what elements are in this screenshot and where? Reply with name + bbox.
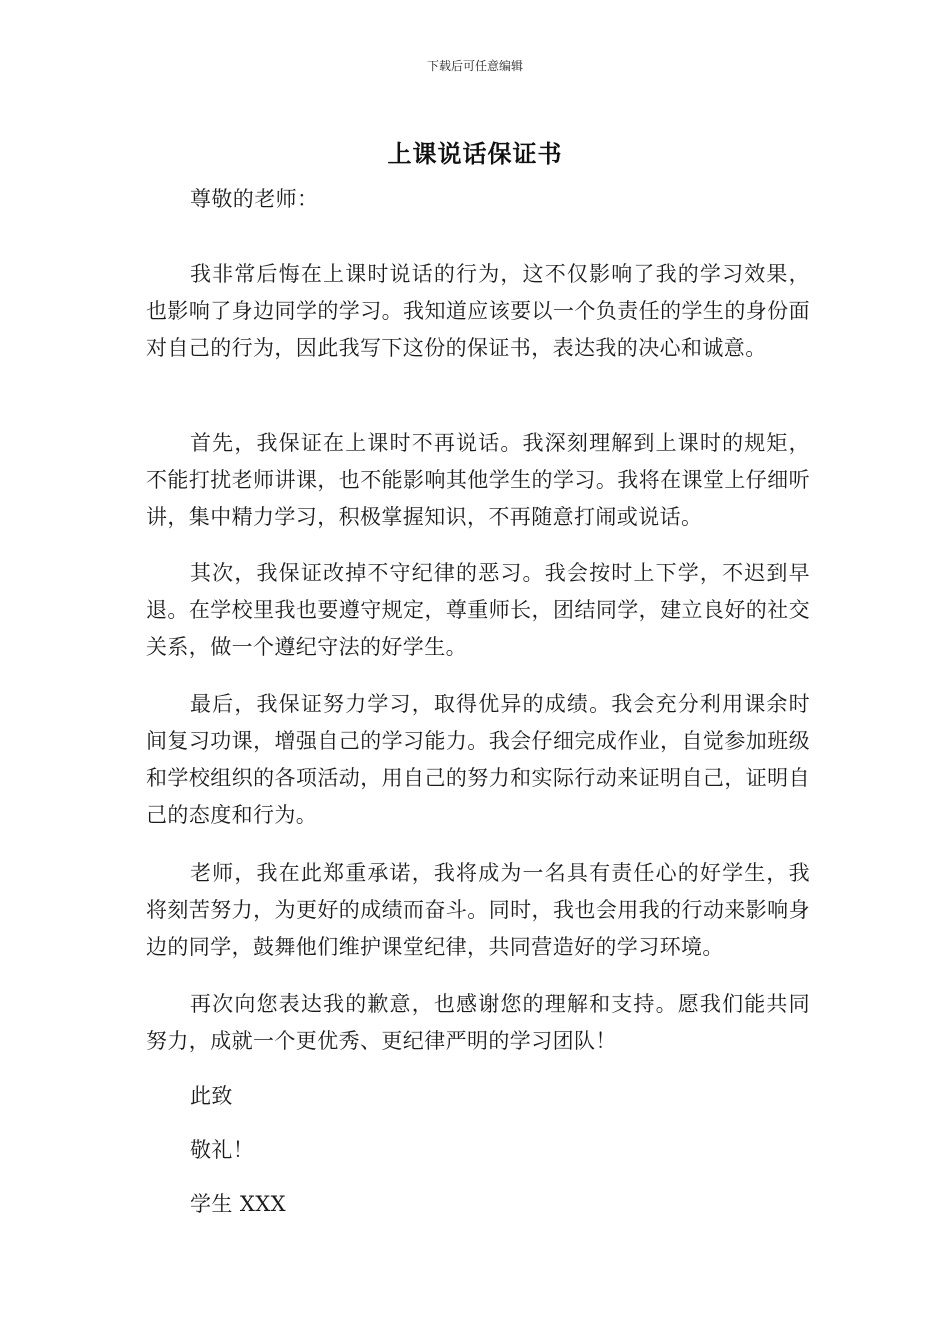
paragraph-6: 再次向您表达我的歉意，也感谢您的理解和支持。愿我们能共同努力，成就一个更优秀、更纪律严明的学习团队！: [146, 992, 810, 1053]
signature: 学生 XXX: [190, 1192, 286, 1216]
paragraph-4: 最后，我保证努力学习，取得优异的成绩。我会充分利用课余时间复习功课，增强自己的学习能力。我会仔细完成作业，自觉参加班级和学校组织的各项活动，用自己的努力和实际行动来证明自己，证明自己的态度和行为。: [146, 692, 810, 827]
closing-line-1: 此致: [190, 1084, 233, 1108]
paragraph-3: 其次，我保证改掉不守纪律的恶习。我会按时上下学，不迟到早退。在学校里我也要遵守规定，尊重师长，团结同学，建立良好的社交关系，做一个遵纪守法的好学生。: [146, 561, 810, 659]
salutation: 尊敬的老师：: [190, 187, 319, 211]
header-note: 下载后可任意编辑: [426, 59, 523, 73]
closing-line-2: 敬礼！: [190, 1138, 255, 1162]
paragraph-5: 老师，我在此郑重承诺，我将成为一名具有责任心的好学生，我将刻苦努力，为更好的成绩而奋斗。同时，我也会用我的行动来影响身边的同学，鼓舞他们维护课堂纪律，共同营造好的学习环境。: [146, 861, 810, 959]
paragraph-2: 首先，我保证在上课时不再说话。我深刻理解到上课时的规矩，不能打扰老师讲课，也不能影响其他学生的学习。我将在课堂上仔细听讲，集中精力学习，积极掌握知识，不再随意打闹或说话。: [146, 431, 810, 529]
paragraph-1: 我非常后悔在上课时说话的行为，这不仅影响了我的学习效果，也影响了身边同学的学习。我知道应该要以一个负责任的学生的身份面对自己的行为，因此我写下这份的保证书，表达我的决心和诚意。: [146, 262, 810, 360]
page-title: 上课说话保证书: [387, 140, 563, 168]
